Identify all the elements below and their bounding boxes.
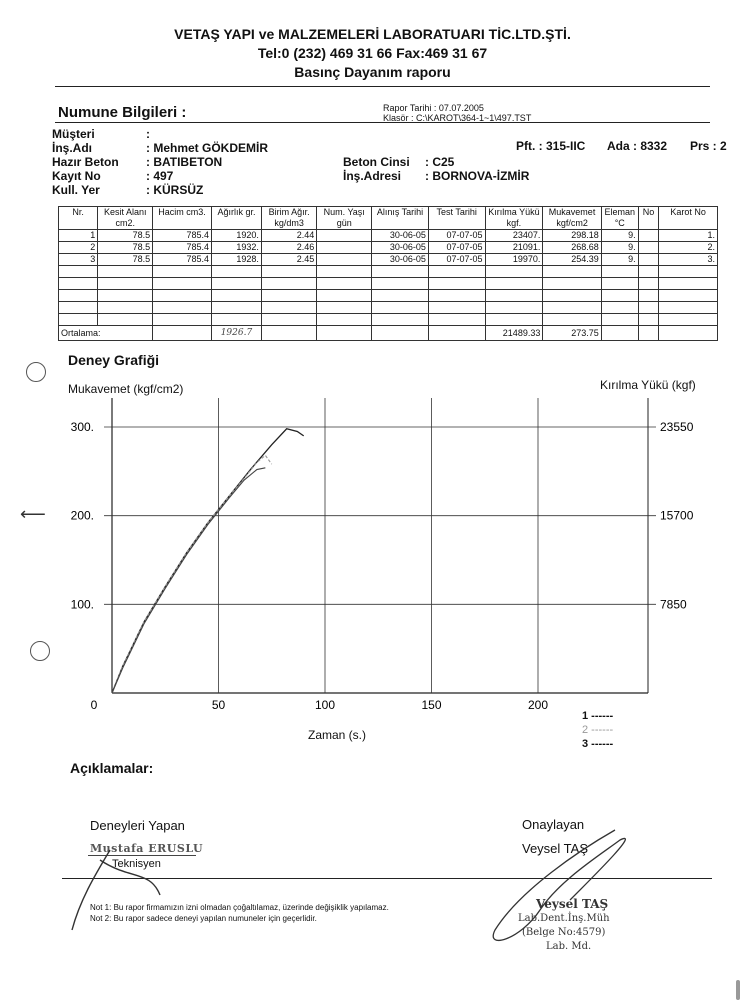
cell: 1920. xyxy=(211,230,261,242)
cell: 3 xyxy=(59,254,98,266)
y-tick-label: 200. xyxy=(70,508,94,523)
ada-value: Ada : 8332 xyxy=(607,139,668,153)
ins-adresi-label: İnş.Adresi xyxy=(343,169,402,183)
cell: 2.44 xyxy=(261,230,316,242)
cell: 07-07-05 xyxy=(428,254,485,266)
header-cell: Ağırlık gr. xyxy=(211,207,261,230)
ins-adi-label: İnş.Adı xyxy=(52,141,93,155)
series-line-2 xyxy=(112,455,272,693)
ins-adresi-value: : BORNOVA-İZMİR xyxy=(425,169,530,183)
report-date: Rapor Tarihi : 07.07.2005 xyxy=(383,103,484,113)
cell: 1928. xyxy=(211,254,261,266)
note-1: Not 1: Bu rapor firmamızın izni olmadan çoğaltılamaz, üzerinde değişiklik yapılamaz. xyxy=(90,903,389,912)
header-cell: No xyxy=(638,207,659,230)
y2-tick-label: 7850 xyxy=(660,597,687,612)
x-axis-label: Zaman (s.) xyxy=(308,728,367,742)
pft-value: Pft. : 315-IIC xyxy=(516,139,586,153)
stamp-role: Lab. Md. xyxy=(546,941,592,952)
cell: 2 xyxy=(59,242,98,254)
right-axis-label: Kırılma Yükü (kgf) xyxy=(600,378,696,392)
header-cell: Hacim cm3. xyxy=(153,207,212,230)
beton-cinsi-value: : C25 xyxy=(425,155,455,169)
cell: 9. xyxy=(601,230,638,242)
hazir-beton-value: : BATIBETON xyxy=(146,155,223,169)
stamp-certificate: (Belge No:4579) xyxy=(522,927,606,938)
cell: 30-06-05 xyxy=(372,230,429,242)
y2-tick-label: 15700 xyxy=(660,508,694,523)
legend-item-2: 2 ------ xyxy=(582,724,614,736)
cell: 2. xyxy=(659,242,718,254)
cell: 21091. xyxy=(485,242,543,254)
ins-adi-value: : Mehmet GÖKDEMİR xyxy=(146,141,269,155)
x-tick-label: 200 xyxy=(527,698,549,712)
legend-item-3: 3 ------ xyxy=(582,738,614,750)
company-contact: Tel:0 (232) 469 31 66 Fax:469 31 67 xyxy=(257,45,488,61)
left-axis-label: Mukavemet (kgf/cm2) xyxy=(68,382,184,396)
company-name: VETAŞ YAPI ve MALZEMELERİ LABORATUARI TİC.LTD.ŞTİ. xyxy=(174,26,571,42)
aciklamalar-label: Açıklamalar: xyxy=(70,760,154,776)
cell: 3. xyxy=(659,254,718,266)
cell: 2.45 xyxy=(261,254,316,266)
arrow-left-icon: ⟵ xyxy=(20,504,46,524)
header-cell: Nr. xyxy=(59,207,98,230)
beton-cinsi-label: Beton Cinsi xyxy=(343,155,410,169)
cell: 785.4 xyxy=(153,254,212,266)
header-cell: Eleman °C xyxy=(601,207,638,230)
stamp-title: Lab.Dent.İnş.Müh xyxy=(518,913,610,924)
header-cell: Karot No xyxy=(659,207,718,230)
series-line-1 xyxy=(112,429,304,693)
cell: 78.5 xyxy=(98,242,153,254)
header-cell: Num. Yaşı gün xyxy=(317,207,372,230)
cell: 30-06-05 xyxy=(372,254,429,266)
cell: 9. xyxy=(601,242,638,254)
report-title: Basınç Dayanım raporu xyxy=(294,64,451,80)
cell: 30-06-05 xyxy=(372,242,429,254)
cell: 07-07-05 xyxy=(428,230,485,242)
musteri-value: : xyxy=(146,127,150,141)
y2-tick-label: 23550 xyxy=(660,420,694,434)
average-label: Ortalama: xyxy=(59,326,153,341)
y-tick-label: 100. xyxy=(70,597,94,612)
signature-scribbles xyxy=(0,780,745,1000)
cell: 23407. xyxy=(485,230,543,242)
note-2: Not 2: Bu rapor sadece deneyi yapılan numuneler için geçerlidir. xyxy=(90,914,317,923)
cell: 78.5 xyxy=(98,230,153,242)
cell: 1 xyxy=(59,230,98,242)
cell: 785.4 xyxy=(153,230,212,242)
hazir-beton-label: Hazır Beton xyxy=(52,155,119,169)
stamp-name: Veysel TAŞ xyxy=(536,897,609,911)
cell: 298.18 xyxy=(543,230,601,242)
kayit-no-label: Kayıt No xyxy=(52,169,101,183)
header-cell: Mukavemet kgf/cm2 xyxy=(543,207,601,230)
kull-yer-label: Kull. Yer xyxy=(52,183,100,197)
header-cell: Kırılma Yükü kgf. xyxy=(485,207,543,230)
graph-title: Deney Grafiği xyxy=(68,352,160,368)
cell: 785.4 xyxy=(153,242,212,254)
scrollbar-thumb[interactable] xyxy=(736,980,740,1000)
cell: 1. xyxy=(659,230,718,242)
cell: 1932. xyxy=(211,242,261,254)
technician-stamp: Mustafa ERUSLU xyxy=(90,842,204,855)
kull-yer-value: : KÜRSÜZ xyxy=(146,183,204,197)
cell: 254.39 xyxy=(543,254,601,266)
series-line-3 xyxy=(112,468,265,693)
x-tick-label: 0 xyxy=(90,698,98,712)
legend-item-1: 1 ------ xyxy=(582,710,614,722)
sample-section-title: Numune Bilgileri : xyxy=(58,104,187,121)
kayit-no-value: : 497 xyxy=(146,169,174,183)
cell: 07-07-05 xyxy=(428,242,485,254)
cell: 9. xyxy=(601,254,638,266)
header-cell: Test Tarihi xyxy=(428,207,485,230)
approver-name: Veysel TAŞ xyxy=(522,841,588,856)
header-cell: Birim Ağır. kg/dm3 xyxy=(261,207,316,230)
x-tick-label: 150 xyxy=(421,698,442,712)
avg-strength: 273.75 xyxy=(543,326,601,341)
cell: 268.68 xyxy=(543,242,601,254)
deneyleri-yapan-label: Deneyleri Yapan xyxy=(90,818,185,833)
prs-value: Prs : 2 xyxy=(690,139,727,153)
onaylayan-label: Onaylayan xyxy=(522,817,585,832)
header-cell: Kesit Alanı cm2. xyxy=(98,207,153,230)
avg-load: 21489.33 xyxy=(485,326,543,341)
y-tick-label: 300. xyxy=(70,420,94,434)
cell: 78.5 xyxy=(98,254,153,266)
avg-weight-handwritten: 1926.7 xyxy=(211,326,261,341)
file-path: Klasör : C:\KAROT\364-1~1\497.TST xyxy=(383,113,532,123)
musteri-label: Müşteri xyxy=(52,127,95,141)
x-tick-label: 100 xyxy=(314,698,336,712)
cell: 2.46 xyxy=(261,242,316,254)
header-cell: Alınış Tarihi xyxy=(372,207,429,230)
technician-title: Teknisyen xyxy=(112,858,161,870)
x-tick-label: 50 xyxy=(211,698,226,712)
cell: 19970. xyxy=(485,254,543,266)
